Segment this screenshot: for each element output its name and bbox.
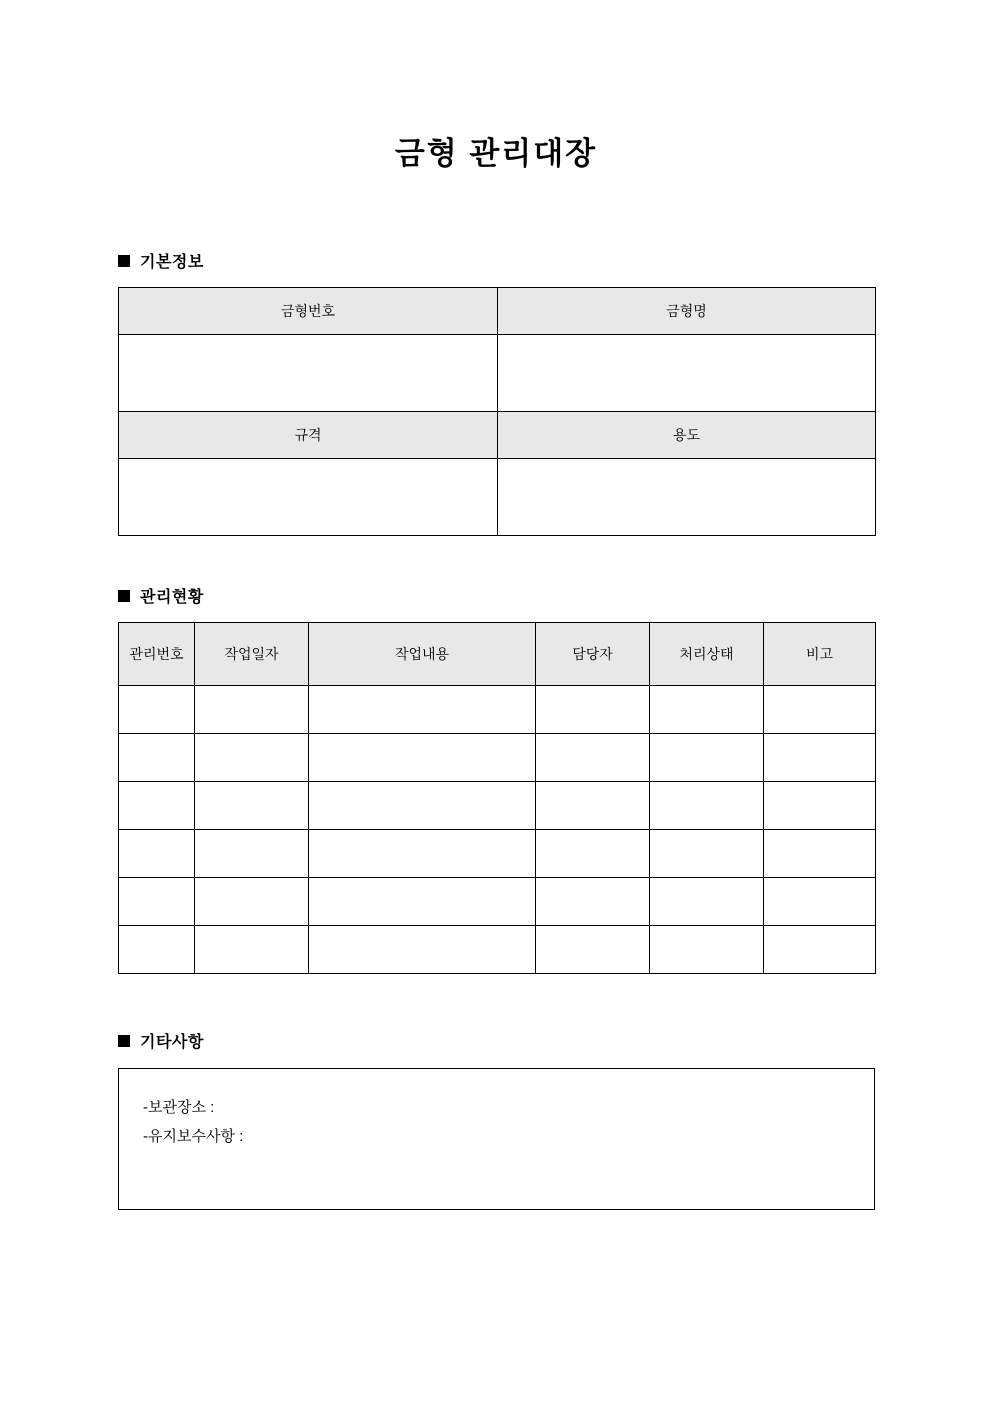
- table-cell[interactable]: [650, 734, 764, 782]
- table-row: [119, 878, 876, 926]
- section-heading-management-status: [118, 584, 204, 607]
- table-cell[interactable]: [536, 734, 650, 782]
- table-cell[interactable]: [309, 830, 536, 878]
- table-cell[interactable]: [119, 734, 195, 782]
- column-header-control-number: 관리번호: [119, 623, 195, 686]
- table-cell[interactable]: [119, 878, 195, 926]
- cell-input-mold-name[interactable]: [498, 335, 876, 412]
- page-title: 금형 관리대장: [394, 136, 598, 171]
- table-cell[interactable]: [309, 782, 536, 830]
- table-row: [119, 459, 876, 536]
- table-cell[interactable]: [536, 686, 650, 734]
- table-cell[interactable]: [195, 830, 309, 878]
- table-cell[interactable]: [195, 926, 309, 974]
- table-row: [119, 335, 876, 412]
- table-cell[interactable]: [119, 686, 195, 734]
- table-cell[interactable]: [309, 926, 536, 974]
- table-row: [119, 412, 876, 459]
- table-cell[interactable]: [309, 686, 536, 734]
- cell-input-spec[interactable]: [119, 459, 498, 536]
- cell-label-mold-name: 금형명: [498, 288, 876, 335]
- table-cell[interactable]: [650, 686, 764, 734]
- table-cell[interactable]: [650, 878, 764, 926]
- table-cell[interactable]: [650, 830, 764, 878]
- cell-input-mold-number[interactable]: [119, 335, 498, 412]
- table-cell[interactable]: [309, 878, 536, 926]
- table-row: [119, 830, 876, 878]
- square-bullet-icon: [118, 590, 130, 602]
- cell-label-spec: 규격: [119, 412, 498, 459]
- cell-label-usage: 용도: [498, 412, 876, 459]
- section-heading-other-matters-label: 기타사항: [140, 1034, 204, 1051]
- table-cell[interactable]: [195, 734, 309, 782]
- table-cell[interactable]: [309, 734, 536, 782]
- square-bullet-icon: [118, 255, 130, 267]
- table-header-row: [119, 623, 876, 686]
- table-cell[interactable]: [536, 830, 650, 878]
- note-line-maintenance: -유지보수사항 :: [143, 1128, 244, 1146]
- section-heading-basic-info-label: 기본정보: [140, 254, 204, 271]
- table-cell[interactable]: [764, 878, 876, 926]
- table-row: [119, 734, 876, 782]
- table-cell[interactable]: [119, 830, 195, 878]
- table-cell[interactable]: [764, 782, 876, 830]
- table-cell[interactable]: [195, 878, 309, 926]
- table-row: [119, 782, 876, 830]
- square-bullet-icon: [118, 1035, 130, 1047]
- column-header-work-content: 작업내용: [309, 623, 536, 686]
- cell-input-usage[interactable]: [498, 459, 876, 536]
- table-cell[interactable]: [650, 926, 764, 974]
- column-header-work-date: 작업일자: [195, 623, 309, 686]
- table-cell[interactable]: [536, 926, 650, 974]
- column-header-person-in-charge: 담당자: [536, 623, 650, 686]
- table-cell[interactable]: [195, 686, 309, 734]
- column-header-remarks: 비고: [764, 623, 876, 686]
- table-cell[interactable]: [764, 830, 876, 878]
- note-line-storage-location: -보관장소 :: [143, 1099, 215, 1116]
- table-row: [119, 926, 876, 974]
- table-cell[interactable]: [119, 782, 195, 830]
- table-cell[interactable]: [119, 926, 195, 974]
- section-heading-basic-info: [118, 249, 204, 272]
- column-header-processing-state: 처리상태: [650, 623, 764, 686]
- table-row: [119, 686, 876, 734]
- table-cell[interactable]: [764, 686, 876, 734]
- table-cell[interactable]: [650, 782, 764, 830]
- table-cell[interactable]: [536, 878, 650, 926]
- table-cell[interactable]: [536, 782, 650, 830]
- section-heading-other-matters: [118, 1029, 204, 1052]
- section-heading-management-status-label: 관리현황: [140, 589, 204, 606]
- table-cell[interactable]: [764, 926, 876, 974]
- table-cell[interactable]: [195, 782, 309, 830]
- management-status-table: [118, 622, 876, 974]
- other-matters-box[interactable]: [118, 1068, 875, 1210]
- cell-label-mold-number: 금형번호: [119, 288, 498, 335]
- basic-info-table: [118, 287, 876, 536]
- table-row: [119, 288, 876, 335]
- table-cell[interactable]: [764, 734, 876, 782]
